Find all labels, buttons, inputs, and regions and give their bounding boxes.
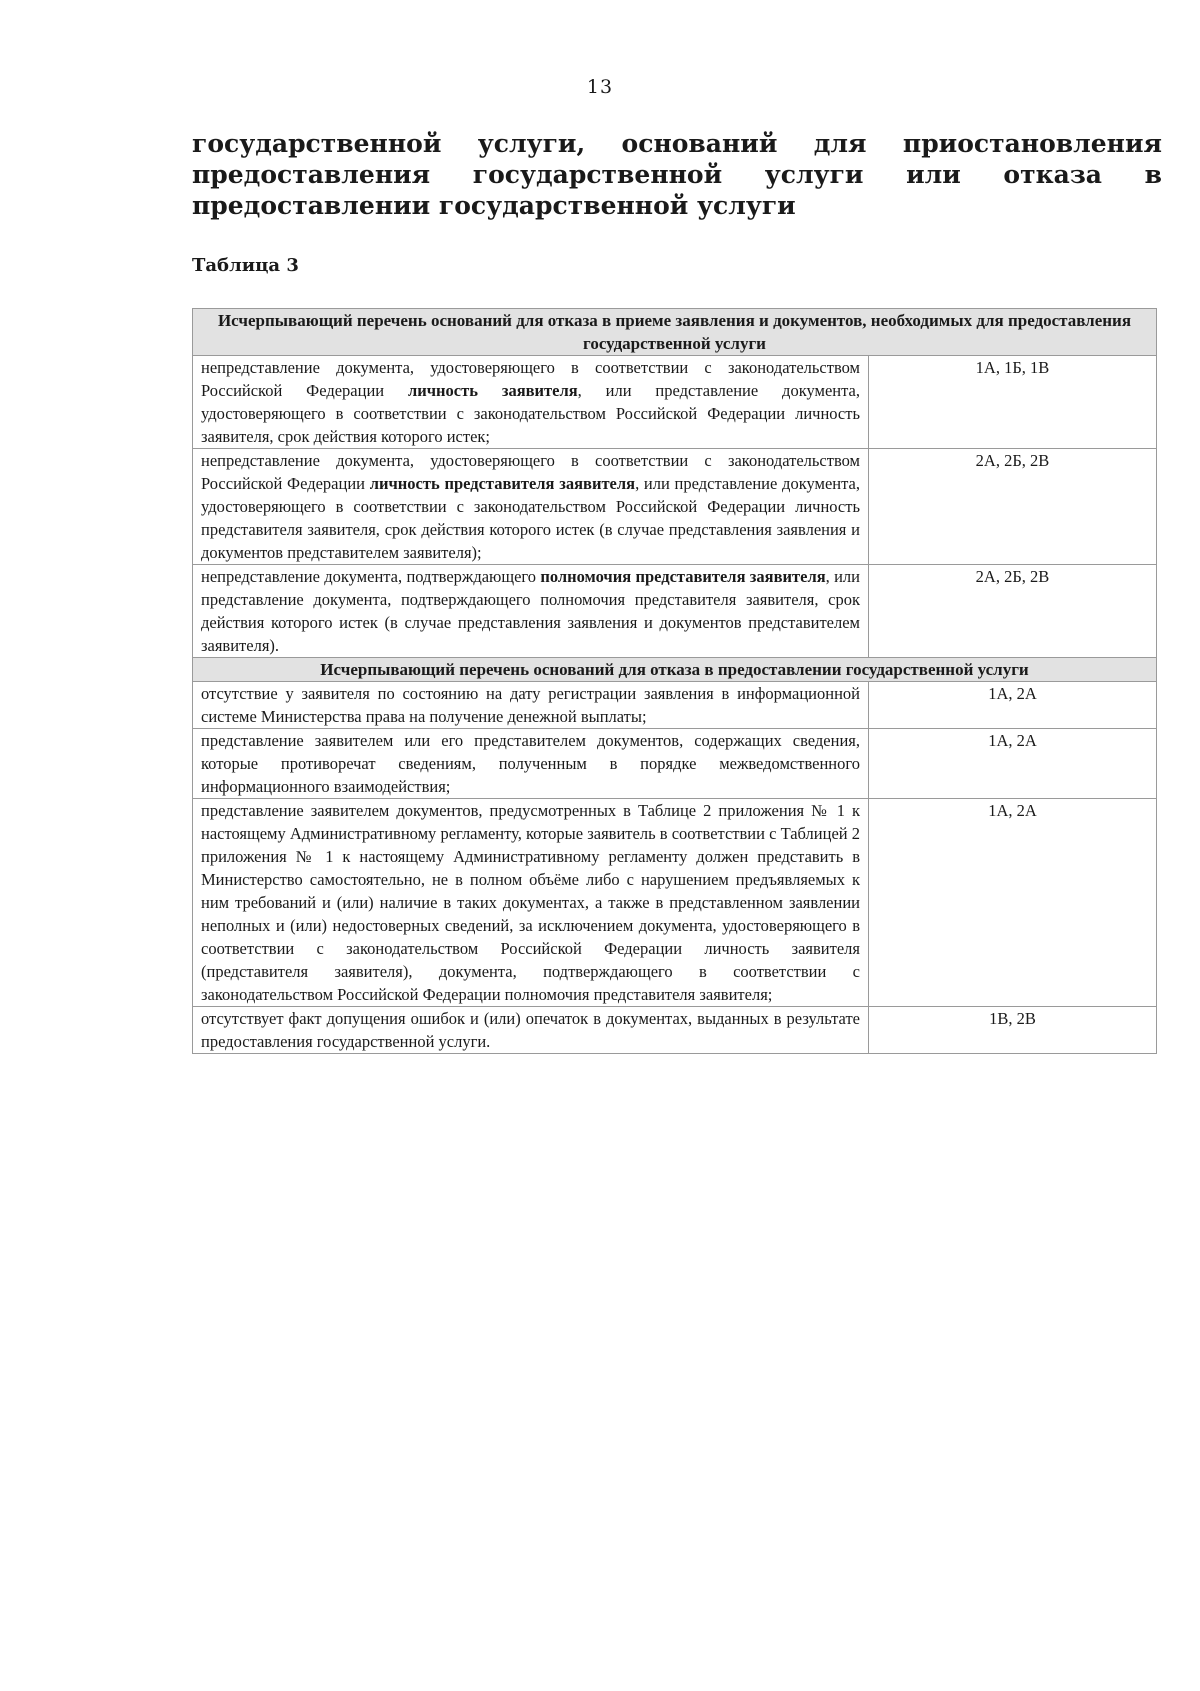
- table-caption: Таблица 3: [192, 255, 299, 276]
- section-header-row: [193, 309, 1157, 356]
- table-row: [193, 356, 1157, 449]
- description-text: представление заявителем или его представителем документов, содержащих сведения, которые противоречат сведениям, полученным в порядке межведомственного информационного взаимодействия;: [201, 731, 860, 796]
- emphasis-text: личность представителя заявителя: [369, 474, 636, 493]
- description-text: непредставление документа, удостоверяющего в соответствии с законодательством Российской Федерации: [201, 451, 860, 493]
- section-title: Исчерпывающий перечень оснований для отказа в предоставлении государственной услуги: [193, 658, 1157, 682]
- grounds-table: [192, 308, 1157, 1054]
- applicant-codes: 1А, 1Б, 1В: [869, 356, 1157, 449]
- ground-description: [193, 682, 869, 729]
- emphasis-text: личность заявителя: [407, 381, 578, 400]
- table-row: [193, 729, 1157, 799]
- ground-description: [193, 799, 869, 1007]
- table-row: [193, 565, 1157, 658]
- table-row: [193, 1007, 1157, 1054]
- description-text: , или представление документа, удостоверяющего в соответствии с законодательством Российской Федерации личность заявителя, срок действия которого истек;: [201, 381, 860, 446]
- applicant-codes: 1А, 2А: [869, 799, 1157, 1007]
- ground-description: [193, 729, 869, 799]
- description-text: непредставление документа, удостоверяющего в соответствии с законодательством Российской Федерации: [201, 358, 860, 400]
- section-heading: государственной услуги, оснований для приостановления предоставления государственной услуги или отказа в предоставлении государственной услуги: [192, 129, 1162, 220]
- applicant-codes: 2А, 2Б, 2В: [869, 449, 1157, 565]
- ground-description: [193, 449, 869, 565]
- description-text: непредставление документа, подтверждающего: [201, 567, 541, 586]
- description-text: отсутствует факт допущения ошибок и (или) опечаток в документах, выданных в результате предоставления государственной услуги.: [201, 1009, 860, 1051]
- table-row: [193, 682, 1157, 729]
- section-title: Исчерпывающий перечень оснований для отказа в приеме заявления и документов, необходимых для предоставления государственной услуги: [193, 309, 1157, 356]
- table-body: [193, 309, 1157, 1054]
- emphasis-text: полномочия представителя заявителя: [540, 567, 826, 586]
- page-number: 13: [586, 76, 614, 98]
- description-text: , или представление документа, удостоверяющего в соответствии с законодательством Российской Федерации личность представителя заявителя, срок действия которого истек (в случае представления заявления и документов представителем заявителя);: [201, 474, 860, 562]
- table-row: [193, 449, 1157, 565]
- ground-description: [193, 356, 869, 449]
- description-text: отсутствие у заявителя по состоянию на дату регистрации заявления в информационной системе Министерства права на получение денежной выплаты;: [201, 684, 860, 726]
- section-header-row: [193, 658, 1157, 682]
- applicant-codes: 1А, 2А: [869, 682, 1157, 729]
- applicant-codes: 2А, 2Б, 2В: [869, 565, 1157, 658]
- table-row: [193, 799, 1157, 1007]
- applicant-codes: 1А, 2А: [869, 729, 1157, 799]
- ground-description: [193, 565, 869, 658]
- ground-description: [193, 1007, 869, 1054]
- applicant-codes: 1В, 2В: [869, 1007, 1157, 1054]
- description-text: представление заявителем документов, предусмотренных в Таблице 2 приложения № 1 к настоящему Административному регламенту, которые заявитель в соответствии с Таблицей 2 приложения № 1 к настоящему Административному регламенту должен представить в Министерство самостоятельно, не в полном объёме либо с нарушением предъявляемых к ним требований и (или) наличие в таких документах, а также в представленном заявлении неполных и (или) недостоверных сведений, за исключением документа, удостоверяющего в соответствии с законодательством Российской Федерации личность заявителя (представителя заявителя), документа, подтверждающего в соответствии с законодательством Российской Федерации полномочия представителя заявителя;: [201, 801, 860, 1004]
- description-text: , или представление документа, подтверждающего полномочия представителя заявителя, срок действия которого истек (в случае представления заявления и документов представителем заявителя).: [201, 567, 860, 655]
